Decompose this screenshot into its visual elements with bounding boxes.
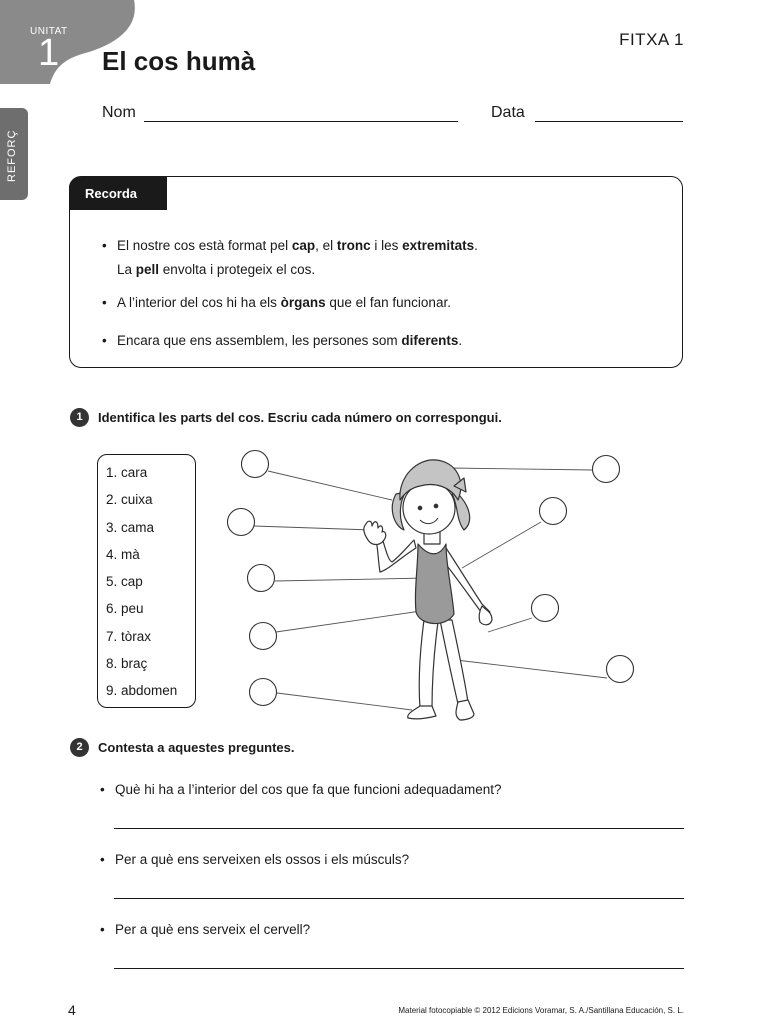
sheet-label: FITXA 1 [619,30,684,49]
copyright: Material fotocopiable © 2012 Edicions Voramar, S. A./Santillana Educación, S. L. [398,1006,684,1015]
recorda-bullet: • Encara que ens assemblem, les persones som diferents. [100,329,670,353]
answer-circle [248,565,275,592]
exercise-number: 1 [70,408,89,427]
exercise-title: Identifica les parts del cos. Escriu cada número on correspongui. [98,410,502,425]
answer-circle [593,456,620,483]
recorda-bullet: • A l’interior del cos hi ha els òrgans que el fan funcionar. [100,291,670,315]
list-item: 9. abdomen [106,683,178,699]
side-tab [0,108,28,200]
unit-number: 1 [38,32,60,74]
answer-line[interactable] [114,968,684,969]
page-title: El cos humà [102,46,256,76]
girl-figure [364,460,492,720]
body-parts-list [97,454,196,708]
date-field[interactable] [535,105,683,122]
question: • Per a què ens serveix el cervell? [100,922,684,937]
list-item: 2. cuixa [106,492,153,508]
list-item: 5. cap [106,574,143,590]
name-label: Nom [102,104,136,121]
date-label: Data [491,104,525,121]
recorda-bullet: • El nostre cos està format pel cap, el tronc i les extremitats. La pell envolta i protegeix el cos. [100,234,670,282]
body-figure [220,440,660,730]
side-tab-label: REFORÇ [6,129,18,182]
answer-line[interactable] [114,828,684,829]
answer-circle [250,679,277,706]
name-field[interactable] [144,105,458,122]
list-item: 8. braç [106,656,148,672]
recorda-bullets [100,234,670,353]
answer-circle [607,656,634,683]
recorda-label: Recorda [69,177,167,210]
answer-circle [250,623,277,650]
question: • Què hi ha a l’interior del cos que fa que funcioni adequadament? [100,782,684,797]
answer-circle [242,451,269,478]
list-item: 6. peu [106,601,144,617]
list-item: 4. mà [106,546,140,562]
unit-label: UNITAT [30,26,68,37]
question: • Per a què ens serveixen els ossos i els músculs? [100,852,684,867]
answer-circle [532,595,559,622]
answer-circle [228,509,255,536]
exercise-number: 2 [70,738,89,757]
list-item: 3. cama [106,519,155,535]
page-number: 4 [68,1002,76,1018]
answer-line[interactable] [114,898,684,899]
exercise-title: Contesta a aquestes preguntes. [98,740,295,755]
answer-circle [540,498,567,525]
list-item: 1. cara [106,465,148,480]
list-item: 7. tòrax [106,628,152,644]
